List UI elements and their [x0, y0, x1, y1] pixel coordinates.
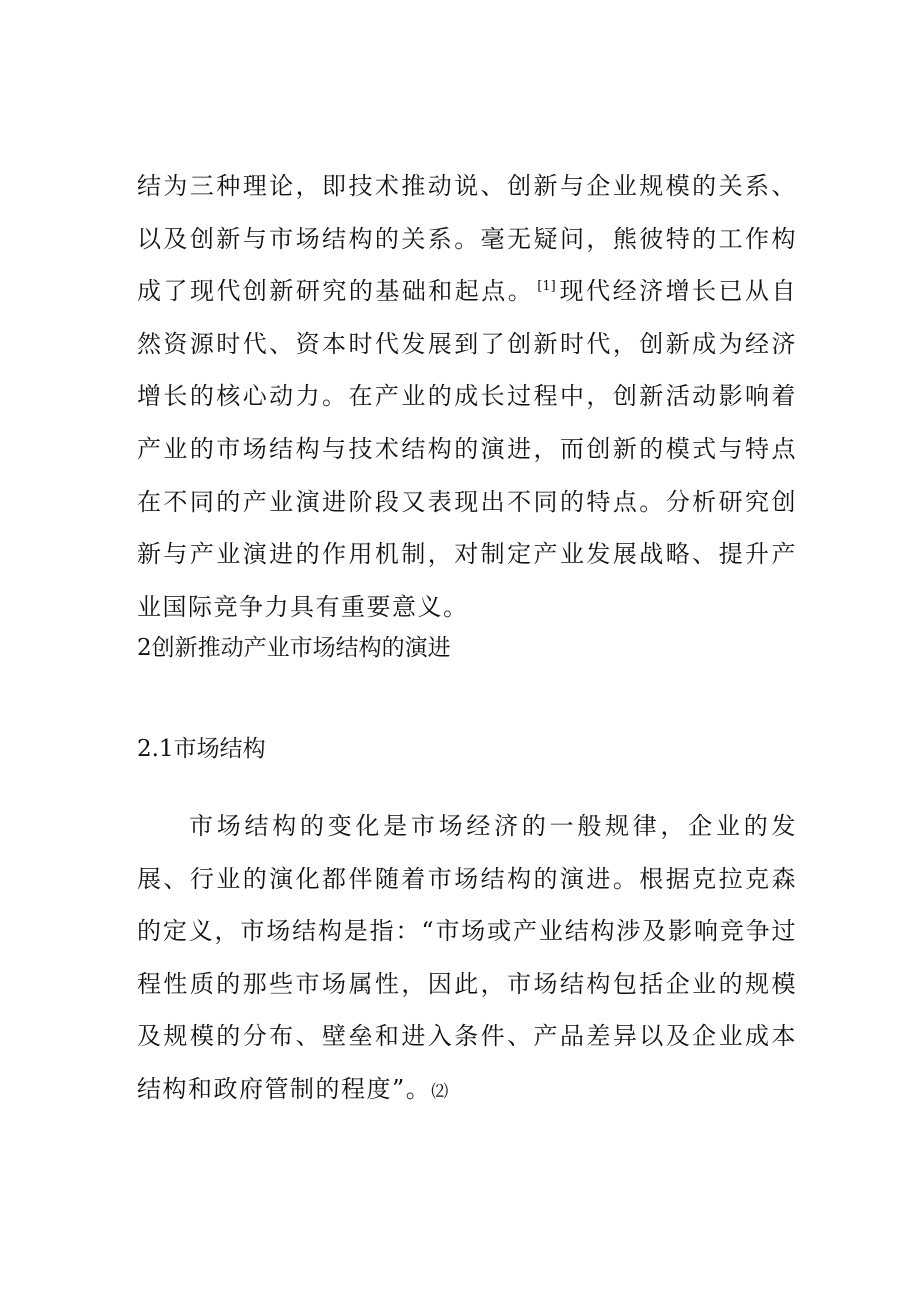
paragraph-intro-text-b: 现代经济增长已从自然资源时代、资本时代发展到了创新时代，创新成为经济增长的核心动力。在产业的成长过程中，创新活动影响着产业的市场结构与技术结构的演进，而创新的模式与特点在不同的产业演进阶段又表现出不同的特点。分析研究创新与产业演进的作用机制，对制定产业发展战略、提升产业国际竞争力具有重要意义。 [137, 277, 798, 621]
citation-ref-1: [1] [537, 279, 556, 295]
paragraph-market-structure [137, 800, 797, 1119]
citation-ref-2: ⑵ [431, 1081, 449, 1102]
paragraph-intro [137, 160, 797, 633]
paragraph-market-structure-text: 市场结构的变化是市场经济的一般规律，企业的发展、行业的演化都伴随着市场结构的演进。根据克拉克森的定义，市场结构是指：“市场或产业结构涉及影响竞争过程性质的那些市场属性，因此，市场结构包括企业的规模及规模的分布、壁垒和进入条件、产品差异以及企业成本结构和政府管制的程度”。 [137, 812, 797, 1103]
subsection-heading-2-1: 2.1市场结构 [137, 736, 266, 762]
section-heading-2: 2创新推动产业市场结构的演进 [137, 635, 451, 661]
paragraph-intro-text-a: 结为三种理论，即技术推动说、创新与企业规模的关系、以及创新与市场结构的关系。毫无疑问，熊彼特的工作构成了现代创新研究的基础和起点。 [137, 172, 797, 306]
